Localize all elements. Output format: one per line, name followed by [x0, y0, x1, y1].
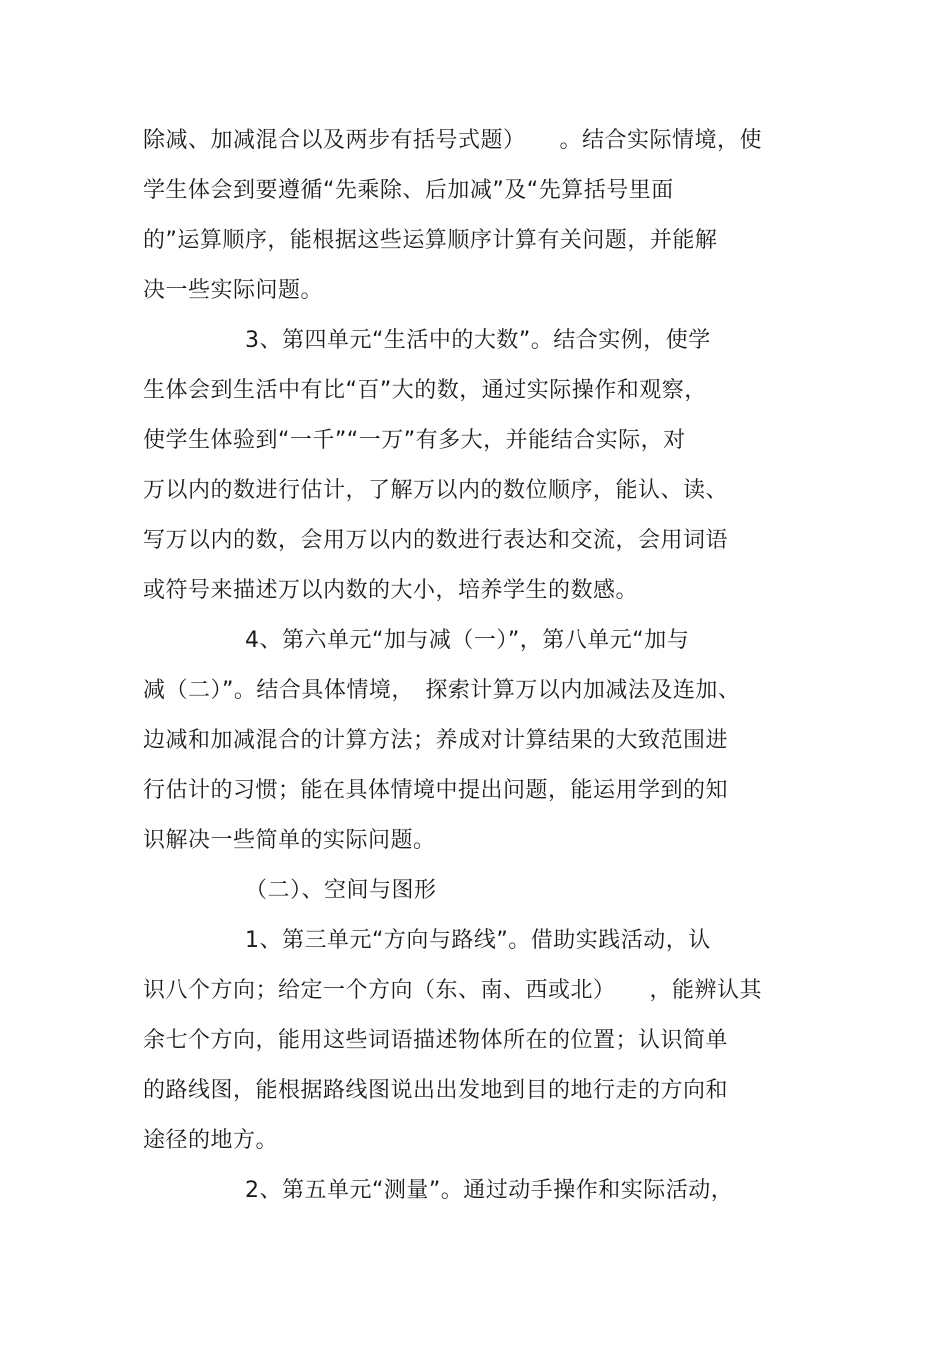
text-line: 1、第三单元“方向与路线”。借助实践活动，认	[245, 928, 711, 953]
text-line: 识解决一些简单的实际问题。	[143, 828, 436, 853]
text-line: 写万以内的数，会用万以内的数进行表达和交流，会用词语	[143, 528, 729, 553]
text-line: 生体会到生活中有比“百”大的数，通过实际操作和观察，	[143, 378, 707, 403]
text-line: 学生体会到要遵循“先乘除、后加减”及“先算括号里面	[143, 178, 674, 203]
text-line: 边减和加减混合的计算方法；养成对计算结果的大致范围进	[143, 728, 729, 753]
section-heading: （二）、空间与图形	[245, 878, 437, 903]
text-line: 途径的地方。	[143, 1128, 279, 1153]
text-line: 4、第六单元“加与减（一）”，第八单元“加与	[245, 628, 690, 653]
text-line: 的”运算顺序，能根据这些运算顺序计算有关问题，并能解	[143, 228, 718, 253]
text-line: 万以内的数进行估计，了解万以内的数位顺序，能认、读、	[143, 478, 729, 503]
text-line: 除减、加减混合以及两步有括号式题） 。结合实际情境，使	[143, 128, 763, 153]
text-line: 识八个方向；给定一个方向（东、南、西或北） ，能辨认其	[143, 978, 763, 1003]
text-line: 2、第五单元“测量”。通过动手操作和实际活动，	[245, 1178, 734, 1203]
text-line: 使学生体验到“一千”“一万”有多大，并能结合实际，对	[143, 428, 686, 453]
text-line: 3、第四单元“生活中的大数”。结合实例，使学	[245, 328, 711, 353]
text-line: 减（二）”。结合具体情境， 探索计算万以内加减法及连加、	[143, 678, 741, 703]
text-line: 决一些实际问题。	[143, 278, 324, 303]
text-line: 余七个方向，能用这些词语描述物体所在的位置；认识简单	[143, 1028, 729, 1053]
text-line: 的路线图，能根据路线图说出出发地到目的地行走的方向和	[143, 1078, 729, 1103]
text-line: 行估计的习惯；能在具体情境中提出问题，能运用学到的知	[143, 778, 729, 803]
text-line: 或符号来描述万以内数的大小，培养学生的数感。	[143, 578, 639, 603]
